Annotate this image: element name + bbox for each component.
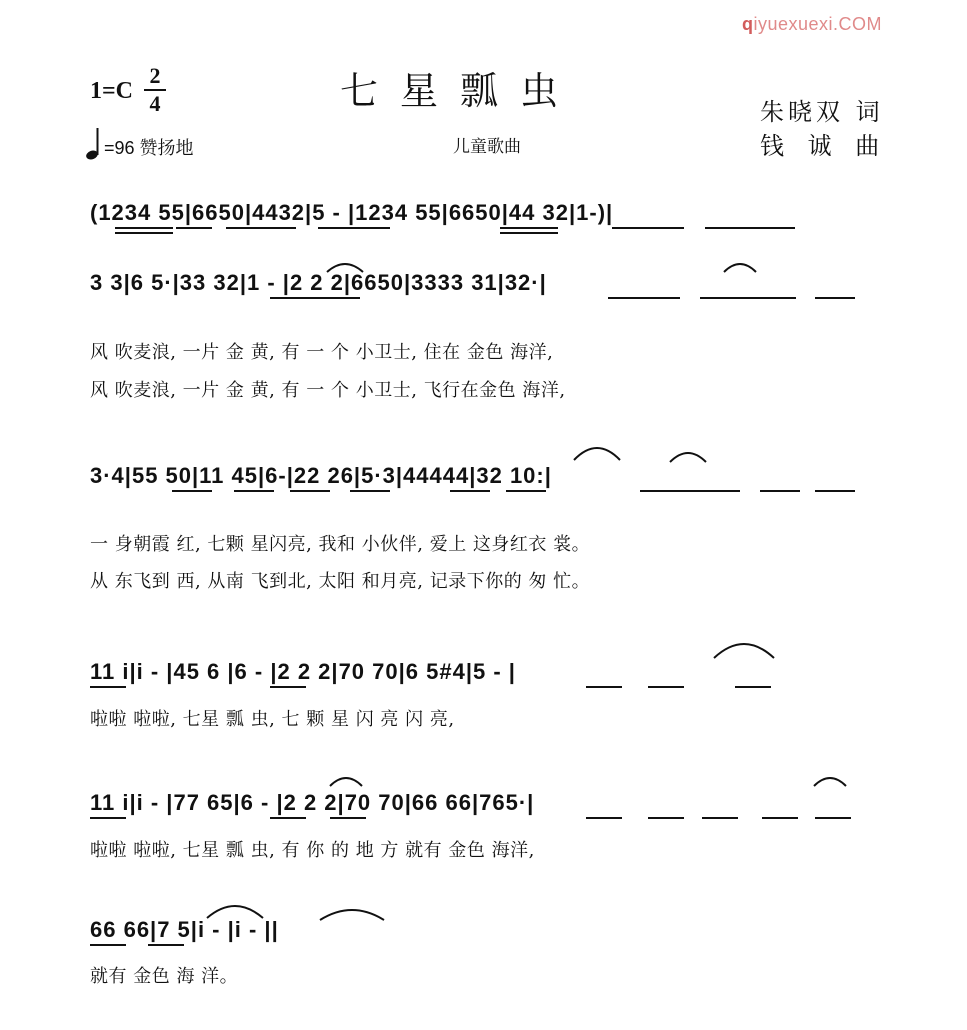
- beam-underline: [176, 227, 212, 229]
- composer-credit: 钱 诚 曲: [760, 132, 888, 160]
- beam-underline: [762, 817, 798, 819]
- beam-underline: [815, 817, 851, 819]
- slur-arc: [318, 904, 386, 922]
- score-line-2: 3·4|55 50|11 45|6-|22 26|5·3|44444|32 10:|: [90, 463, 552, 488]
- lyric-line-5: 就有 金色 海 洋。: [90, 966, 239, 987]
- slur-arc: [572, 440, 622, 462]
- score-line-4: 11 i|i - |77 65|6 - |2 2 2|70 70|66 66|765·|: [90, 790, 535, 815]
- beam-underline: [586, 686, 622, 688]
- beam-underline: [500, 232, 558, 234]
- key-signature: 1=C: [90, 78, 134, 104]
- beam-underline: [700, 297, 796, 299]
- beam-underline: [702, 817, 738, 819]
- score-line-1: 3 3|6 5·|33 32|1 - |2 2 2|6650|3333 31|32·|: [90, 270, 547, 295]
- slur-arc: [712, 636, 776, 660]
- lyric-line-4: 啦啦 啦啦, 七星 瓢 虫, 有 你 的 地 方 就有 金色 海洋,: [90, 840, 535, 861]
- beam-underline: [226, 227, 296, 229]
- time-signature: [144, 64, 166, 116]
- intro-line: (1234 55|6650|4432|5 - |1234 55|6650|44 32|1-)|: [90, 200, 614, 225]
- beam-underline: [350, 490, 390, 492]
- watermark-q: q: [742, 14, 754, 34]
- beam-underline: [612, 227, 684, 229]
- beam-underline: [586, 817, 622, 819]
- beam-underline: [90, 944, 126, 946]
- slur-arc: [668, 446, 708, 464]
- watermark: [742, 14, 882, 35]
- beam-underline: [290, 490, 330, 492]
- tempo-text: =96 赞扬地: [104, 138, 194, 158]
- beam-underline: [506, 490, 546, 492]
- beam-underline: [270, 686, 306, 688]
- slur-arc: [812, 772, 848, 788]
- time-denominator: 4: [149, 91, 161, 116]
- genre-label: 儿童歌曲: [453, 137, 521, 156]
- song-title: 七星瓢虫: [340, 69, 581, 113]
- beam-underline: [705, 227, 795, 229]
- time-numerator: 2: [149, 63, 161, 88]
- beam-underline: [815, 297, 855, 299]
- beam-underline: [115, 227, 173, 229]
- beam-underline: [500, 227, 558, 229]
- beam-underline: [318, 227, 390, 229]
- beam-underline: [640, 490, 740, 492]
- score-line-3: 11 i|i - |45 6 |6 - |2 2 2|70 70|6 5#4|5 - |: [90, 659, 516, 684]
- lyric-line-1a: 风 吹麦浪, 一片 金 黄, 有 一 个 小卫士, 住在 金色 海洋,: [90, 342, 554, 363]
- slur-arc: [722, 258, 758, 274]
- beam-underline: [270, 297, 360, 299]
- lyricist-credit: 朱晓双 词: [760, 98, 884, 126]
- beam-underline: [760, 490, 800, 492]
- slur-arc: [325, 258, 365, 274]
- beam-underline: [450, 490, 490, 492]
- slur-arc: [328, 772, 364, 788]
- beam-underline: [115, 232, 173, 234]
- quarter-note-icon: [86, 126, 102, 160]
- beam-underline: [815, 490, 855, 492]
- watermark-text: iyuexuexi.COM: [753, 14, 883, 34]
- beam-underline: [270, 817, 306, 819]
- beam-underline: [172, 490, 212, 492]
- beam-underline: [234, 490, 274, 492]
- beam-underline: [608, 297, 680, 299]
- beam-underline: [648, 817, 684, 819]
- beam-underline: [90, 686, 126, 688]
- lyric-line-2a: 一 身朝霞 红, 七颗 星闪亮, 我和 小伙伴, 爱上 这身红衣 裳。: [90, 534, 591, 555]
- lyric-line-2b: 从 东飞到 西, 从南 飞到北, 太阳 和月亮, 记录下你的 匆 忙。: [90, 571, 591, 592]
- beam-underline: [90, 817, 126, 819]
- score-line-5: 66 66|7 5|i - |i - ||: [90, 917, 279, 942]
- beam-underline: [735, 686, 771, 688]
- lyric-line-1b: 风 吹麦浪, 一片 金 黄, 有 一 个 小卫士, 飞行在金色 海洋,: [90, 380, 566, 401]
- beam-underline: [148, 944, 184, 946]
- tempo-marking: [86, 126, 194, 160]
- beam-underline: [330, 817, 366, 819]
- slur-arc: [205, 898, 265, 920]
- beam-underline: [648, 686, 684, 688]
- lyric-line-3: 啦啦 啦啦, 七星 瓢 虫, 七 颗 星 闪 亮 闪 亮,: [90, 709, 455, 730]
